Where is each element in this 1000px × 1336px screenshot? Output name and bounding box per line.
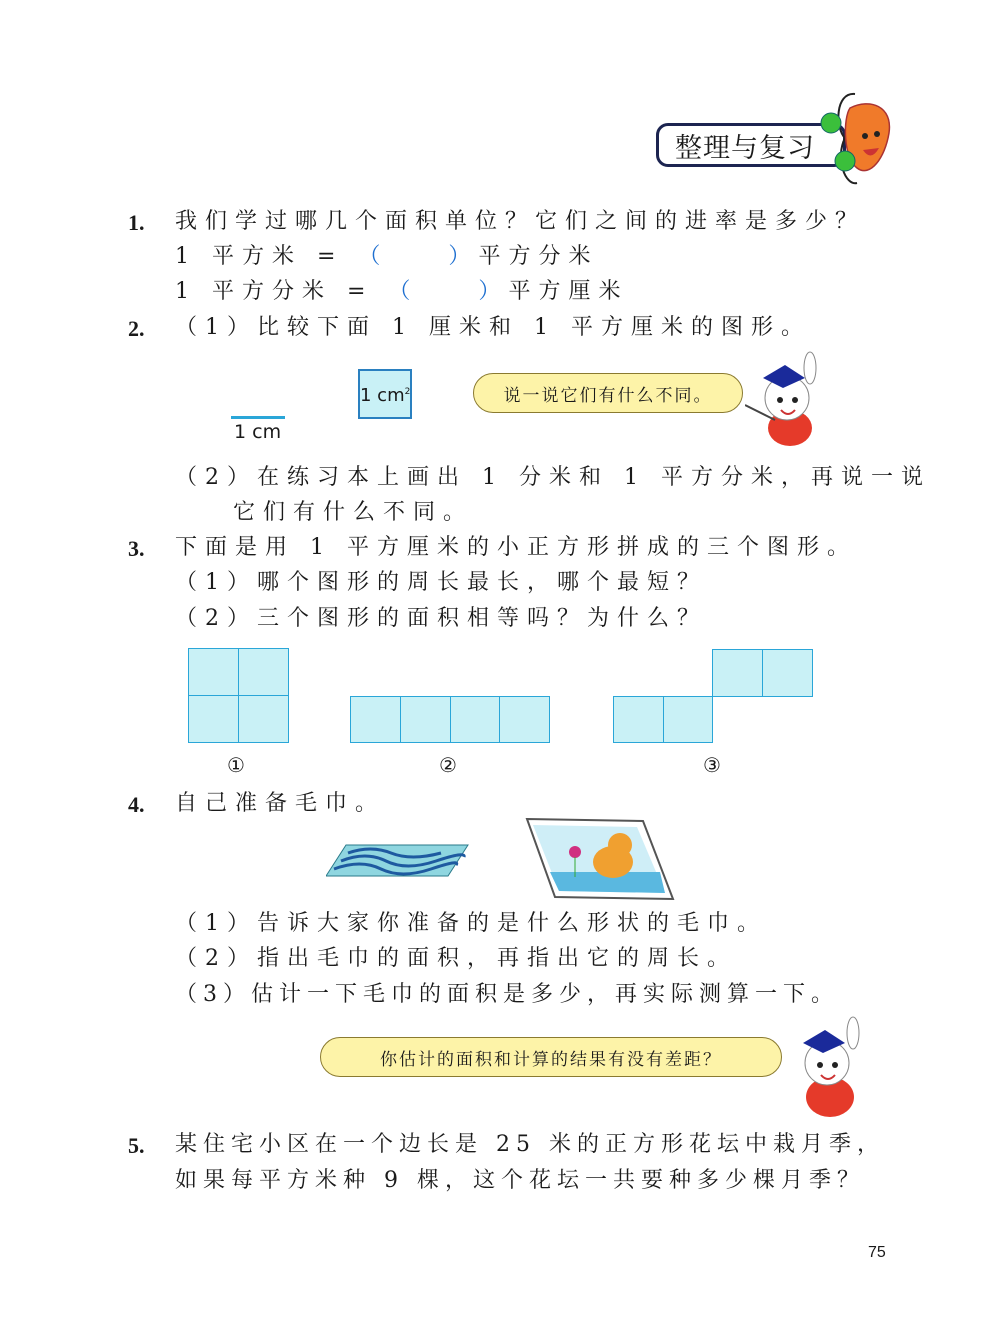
unit-square [663,696,713,743]
question-1-number: 1. [128,210,145,235]
unit-square [238,648,289,696]
unit-square [450,696,500,743]
q1-line2-post: 平方厘米 [508,279,629,304]
unit-square [712,649,763,697]
q4-part2: （2）指出毛巾的面积，再指出它的周长。 [175,946,737,971]
q5-line1: 某住宅小区在一个边长是 25 米的正方形花坛中栽月季， [175,1132,885,1157]
question-2-number: 2. [128,316,145,341]
section-title: 整理与复习 [675,132,815,164]
duck-towel-icon [525,817,675,902]
question-4-text: 自己准备毛巾。 [175,791,386,816]
question-4-number: 4. [128,792,145,817]
unit-square [238,695,289,743]
question-3-number: 3. [128,536,145,561]
unit-square [350,696,401,743]
unit-square [188,648,239,696]
one-cm-label: 1 cm [234,421,282,443]
unit-square [400,696,451,743]
unit-square [613,696,664,743]
square-label: 1 cm [360,385,405,406]
square-superscript: 2 [404,387,411,397]
one-square-cm [358,369,412,419]
q3-part1: （1）哪个图形的周长最长，哪个最短？ [175,570,707,595]
unit-square [762,649,813,697]
one-cm-line [231,416,285,419]
mouse-mascot-icon [815,88,895,188]
rabbit-teacher-icon [785,1015,875,1120]
q2-part1: （1）比较下面 1 厘米和 1 平方厘米的图形。 [175,315,811,340]
q3-part2: （2）三个图形的面积相等吗？为什么？ [175,606,707,631]
unit-square [499,696,550,743]
figure-3-label: ③ [703,753,721,777]
q2-part2-line2: 它们有什么不同。 [233,500,474,525]
page-number: 75 [868,1244,886,1261]
q1-line1 [175,244,598,270]
question-3-text: 下面是用 1 平方厘米的小正方形拼成的三个图形。 [175,535,857,560]
unit-square [188,695,239,743]
q4-part3: （3）估计一下毛巾的面积是多少，再实际测算一下。 [175,982,839,1007]
speech-bubble: 你估计的面积和计算的结果有没有差距？ [320,1037,782,1077]
q1-line1-post: 平方分米 [478,244,599,269]
q4-part1: （1）告诉大家你准备的是什么形状的毛巾。 [175,911,767,936]
q5-line2: 如果每平方米种 9 棵，这个花坛一共要种多少棵月季？ [175,1168,865,1193]
question-1-text: 我们学过哪几个面积单位？它们之间的进率是多少？ [175,209,866,234]
rabbit-teacher-icon [745,350,835,450]
speech-bubble: 说一说它们有什么不同。 [473,373,743,413]
figure-2-label: ② [439,753,457,777]
q1-line1-pre: 1 平方米 = [175,244,344,269]
answer-blank[interactable]: （ ） [358,244,479,269]
question-5-number: 5. [128,1133,145,1158]
q1-line2-pre: 1 平方分米 = [175,279,374,304]
q2-part2-line1: （2）在练习本上画出 1 分米和 1 平方分米，再说一说 [175,465,931,490]
answer-blank[interactable]: （ ） [388,279,509,304]
figure-1-label: ① [227,753,245,777]
striped-towel-icon [326,843,471,878]
q1-line2 [175,279,628,305]
